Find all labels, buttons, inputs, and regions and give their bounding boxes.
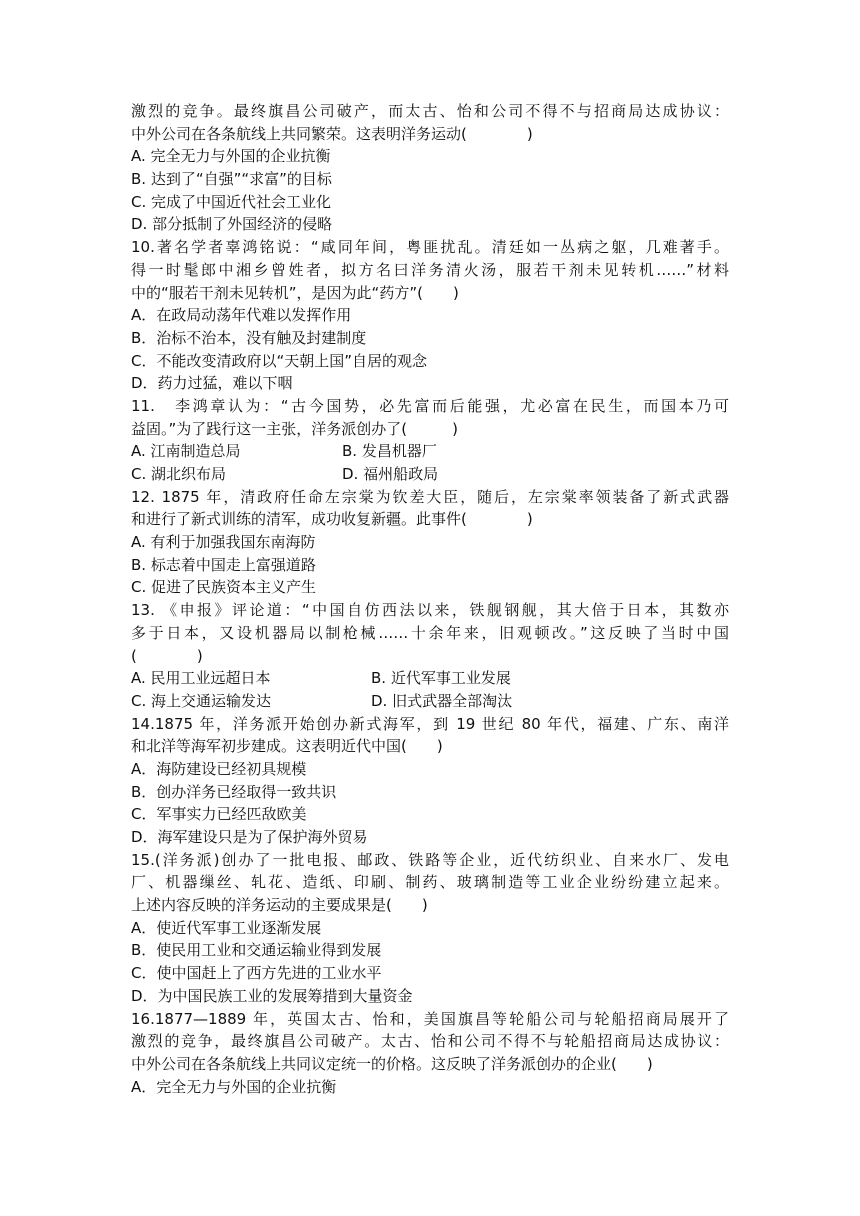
option-d: D. 福州船政局 xyxy=(342,465,439,483)
option-b: B. 发昌机器厂 xyxy=(342,442,437,461)
option-a: A. 有利于加强我国东南海防 xyxy=(131,533,316,552)
question-13-text: ( ) xyxy=(131,646,203,665)
question-16-text: 中外公司在各条航线上共同议定统一的价格。这反映了洋务派创办的企业( ) xyxy=(131,1054,653,1073)
option-b: B．治标不治本，没有触及封建制度 xyxy=(131,328,367,347)
option-row xyxy=(131,463,729,486)
option-c: C．军事实力已经匹敌欧美 xyxy=(131,805,307,824)
option-d: D. 旧式武器全部淘汰 xyxy=(371,691,513,710)
option-d: D．药力过猛，难以下咽 xyxy=(131,374,293,393)
question-10-text: 得一时髦郎中湘乡曾姓者，拟方名曰洋务清火汤，服若干剂未见转机……”材料 xyxy=(131,260,729,279)
option-b: B. 达到了“自强”“求富”的目标 xyxy=(131,170,332,189)
option-a: A．海防建设已经初具规模 xyxy=(131,759,307,778)
option-row xyxy=(131,440,729,463)
option-a: A. 江南制造总局 xyxy=(131,442,241,461)
option-d: D．为中国民族工业的发展筹措到大量资金 xyxy=(131,986,413,1005)
option-c: C．使中国赶上了西方先进的工业水平 xyxy=(131,964,382,983)
option-d: D．海军建设只是为了保护海外贸易 xyxy=(131,828,368,846)
option-b: B. 近代军事工业发展 xyxy=(371,669,511,688)
question-15-text: 厂、机器缫丝、轧花、造纸、印刷、制药、玻璃制造等工业企业纷纷建立起来。 xyxy=(131,873,729,892)
text-line: 中外公司在各条航线上共同繁荣。这表明洋务运动( ) xyxy=(131,124,533,143)
document-body xyxy=(131,100,729,1098)
question-16-text: 激烈的竞争，最终旗昌公司破产。太古、怡和公司不得不与轮船招商局达成协议： xyxy=(131,1032,729,1051)
question-14-text: 14.1875 年，洋务派开始创办新式海军，到 19 世纪 80 年代，福建、广东、南洋 xyxy=(131,714,729,733)
question-11-text: 益固。”为了践行这一主张，洋务派创办了( ) xyxy=(131,419,458,438)
option-row xyxy=(131,690,729,713)
option-a: A. 民用工业远超日本 xyxy=(131,669,271,688)
question-10-text: 中的“服若干剂未见转机”，是因为此“药方”( ) xyxy=(131,283,459,302)
option-row xyxy=(131,667,729,690)
option-d: D. 部分抵制了外国经济的侵略 xyxy=(131,215,333,234)
question-10-text: 10.著名学者辜鸿铭说：“咸同年间，粤匪扰乱。清廷如一丛病之躯，几难著手。 xyxy=(131,238,729,257)
option-c: C．不能改变清政府以“天朝上国”自居的观念 xyxy=(131,351,428,370)
question-13-text: 13. 《申报》评论道：“中国自仿西法以来，铁舰钢舰，其大倍于日本，其数亦 xyxy=(131,601,729,620)
option-a: A. 完全无力与外国的企业抗衡 xyxy=(131,147,331,166)
question-11-text: 11. 李鸿章认为：“古今国势，必先富而后能强，尤必富在民生，而国本乃可 xyxy=(131,396,729,415)
question-12-text: 12. 1875 年，清政府任命左宗棠为钦差大臣，随后，左宗棠率领装备了新式武器 xyxy=(131,487,729,506)
question-15-text: 上述内容反映的洋务运动的主要成果是( ) xyxy=(131,896,428,915)
option-a: A．完全无力与外国的企业抗衡 xyxy=(131,1077,337,1096)
option-c: C. 湖北织布局 xyxy=(131,465,227,483)
text-line: 激烈的竞争。最终旗昌公司破产，而太古、怡和公司不得不与招商局达成协议： xyxy=(131,102,729,120)
option-c: C. 海上交通运输发达 xyxy=(131,691,272,710)
option-a: A．在政局动荡年代难以发挥作用 xyxy=(131,306,352,325)
question-14-text: 和北洋等海军初步建成。这表明近代中国( ) xyxy=(131,737,443,756)
option-b: B．创办洋务已经取得一致共识 xyxy=(131,782,337,801)
question-13-text: 多于日本，又设机器局以制枪械……十余年来，旧观顿改。”这反映了当时中国 xyxy=(131,623,729,642)
option-c: C. 促进了民族资本主义产生 xyxy=(131,578,317,597)
option-a: A．使近代军事工业逐渐发展 xyxy=(131,918,322,937)
option-c: C. 完成了中国近代社会工业化 xyxy=(131,192,332,211)
option-b: B. 标志着中国走上富强道路 xyxy=(131,555,316,574)
option-b: B．使民用工业和交通运输业得到发展 xyxy=(131,941,382,960)
question-12-text: 和进行了新式训练的清军，成功收复新疆。此事件( ) xyxy=(131,510,533,529)
question-16-text: 16.1877—1889 年，英国太古、怡和，美国旗昌等轮船公司与轮船招商局展开了 xyxy=(131,1009,729,1028)
question-15-text: 15.(洋务派)创办了一批电报、邮政、铁路等企业，近代纺织业、自来水厂、发电 xyxy=(131,850,729,869)
